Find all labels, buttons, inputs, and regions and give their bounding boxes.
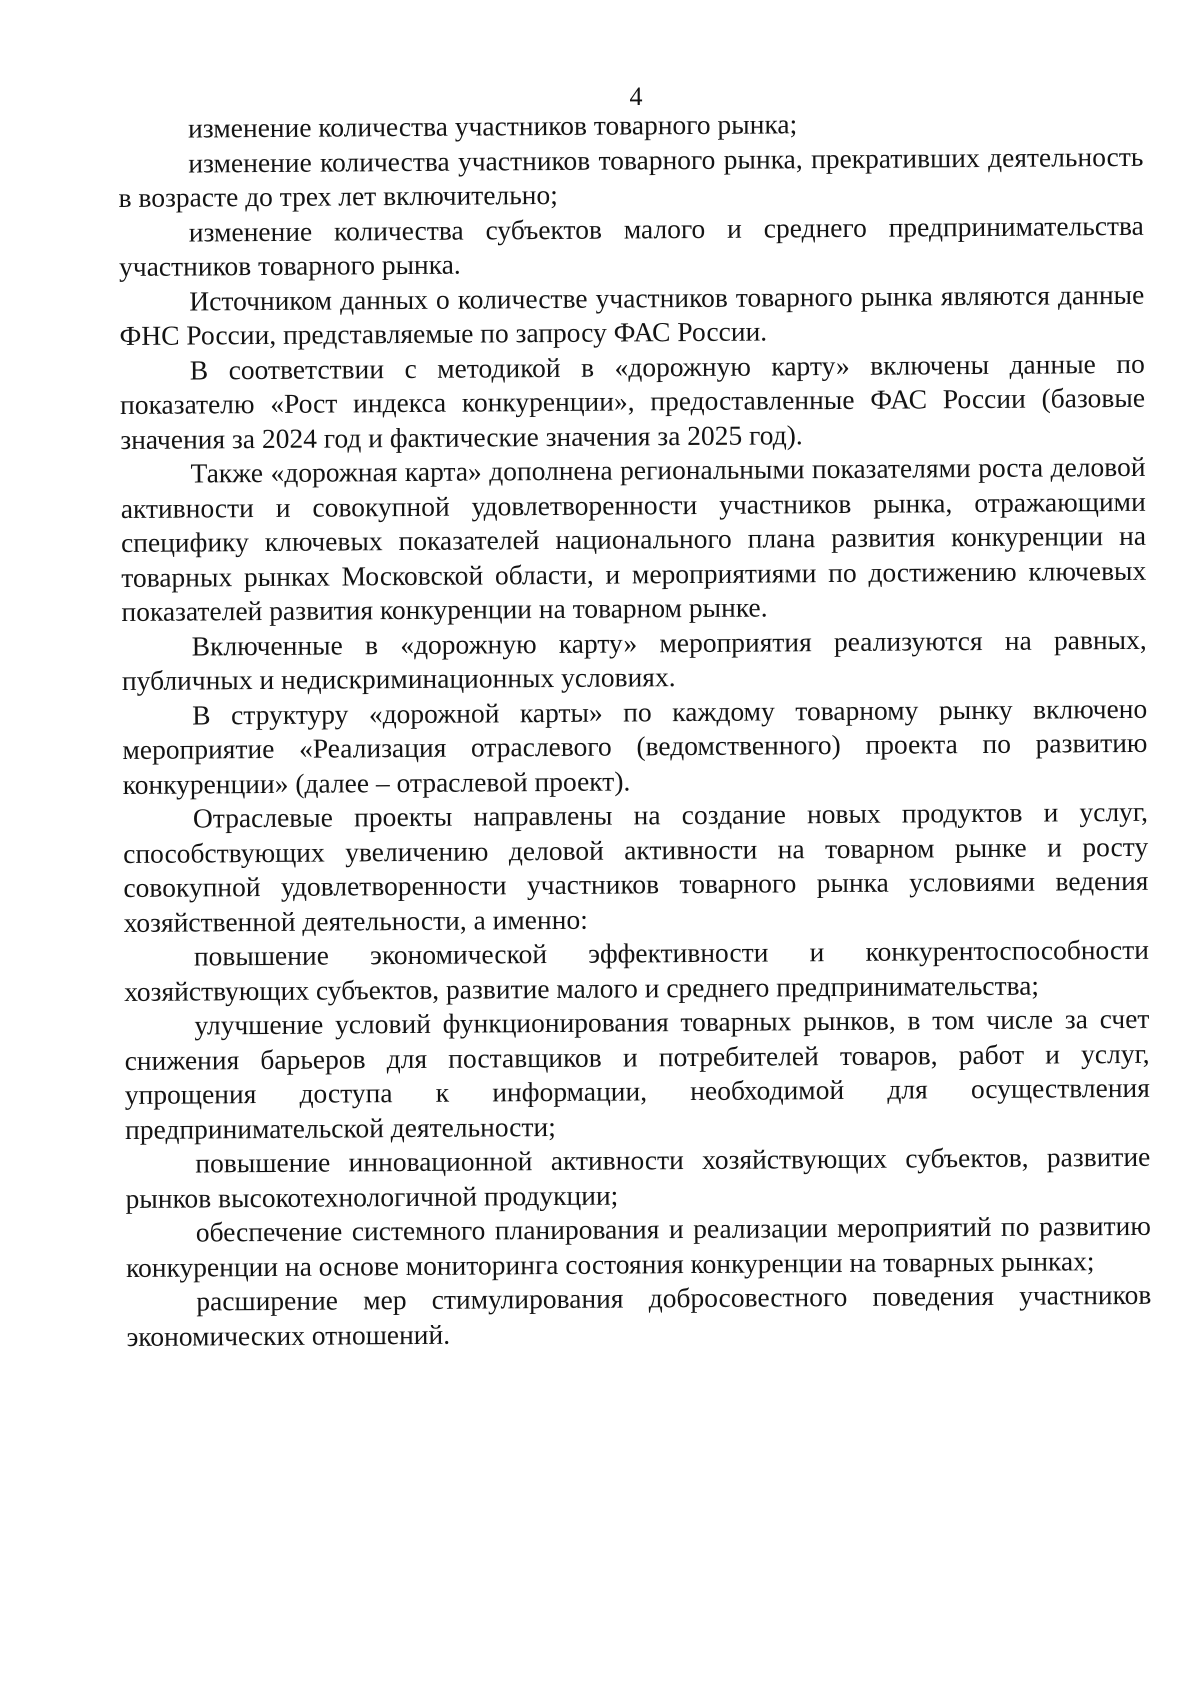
- paragraph: повышение экономической эффективности и конкурентоспособности хозяйствующих субъектов, развитие малого и среднего предпринимательства;: [124, 933, 1149, 1007]
- page-number: 4: [629, 82, 643, 111]
- paragraph: Источником данных о количестве участников товарного рынка являются данные ФНС России, представляемые по запросу ФАС России.: [119, 278, 1145, 351]
- paragraph: изменение количества участников товарного рынка, прекративших деятельность в возрасте до трех лет включительно;: [118, 140, 1144, 213]
- paragraph: В соответствии с методикой в «дорожную карту» включены данные по показателю «Рост индекса конкуренции», предоставленные ФАС России (базовые значения за 2024 год и фактические значения за 2025 год).: [119, 347, 1146, 455]
- paragraph: Также «дорожная карта» дополнена региональными показателями роста деловой активности и совокупной удовлетворенности участников рынка, отражающими специфику ключевых показателей национального плана развития конкуренции на товарных рынках Московской области, и мероприятиями по достижению ключевых показателей развития конкуренции на товарном рынке.: [120, 450, 1147, 627]
- paragraph: изменение количества субъектов малого и среднего предпринимательства участников товарного рынка.: [118, 209, 1144, 282]
- paragraph: Отраслевые проекты направлены на создание новых продуктов и услуг, способствующих увеличению деловой активности на товарном рынке и росту совокупной удовлетворенности участников товарного рынка условиями ведения хозяйственной деятельности, а именно:: [123, 795, 1149, 938]
- paragraph: В структуру «дорожной карты» по каждому товарному рынку включено мероприятие «Реализация отраслевого (ведомственного) проекта по развитию конкуренции» (далее – отраслевой проект).: [122, 692, 1148, 800]
- paragraph: повышение инновационной активности хозяйствующих субъектов, развитие рынков высокотехнологичной продукции;: [125, 1140, 1151, 1214]
- paragraph: расширение мер стимулирования добросовестного поведения участников экономических отношений.: [126, 1278, 1152, 1352]
- paragraph: улучшение условий функционирования товарных рынков, в том числе за счет снижения барьеров для поставщиков и потребителей товаров, работ и услуг, упрощения доступа к информации, необходимой для осуществления предпринимательской деятельности;: [124, 1002, 1150, 1145]
- paragraph: Включенные в «дорожную карту» мероприятия реализуются на равных, публичных и недискриминационных условиях.: [121, 623, 1147, 696]
- document-body: [118, 105, 1152, 1354]
- paragraph: обеспечение системного планирования и реализации мероприятий по развитию конкуренции на основе мониторинга состояния конкуренции на товарных рынках;: [125, 1209, 1151, 1283]
- paragraph: изменение количества участников товарного рынка;: [188, 108, 798, 144]
